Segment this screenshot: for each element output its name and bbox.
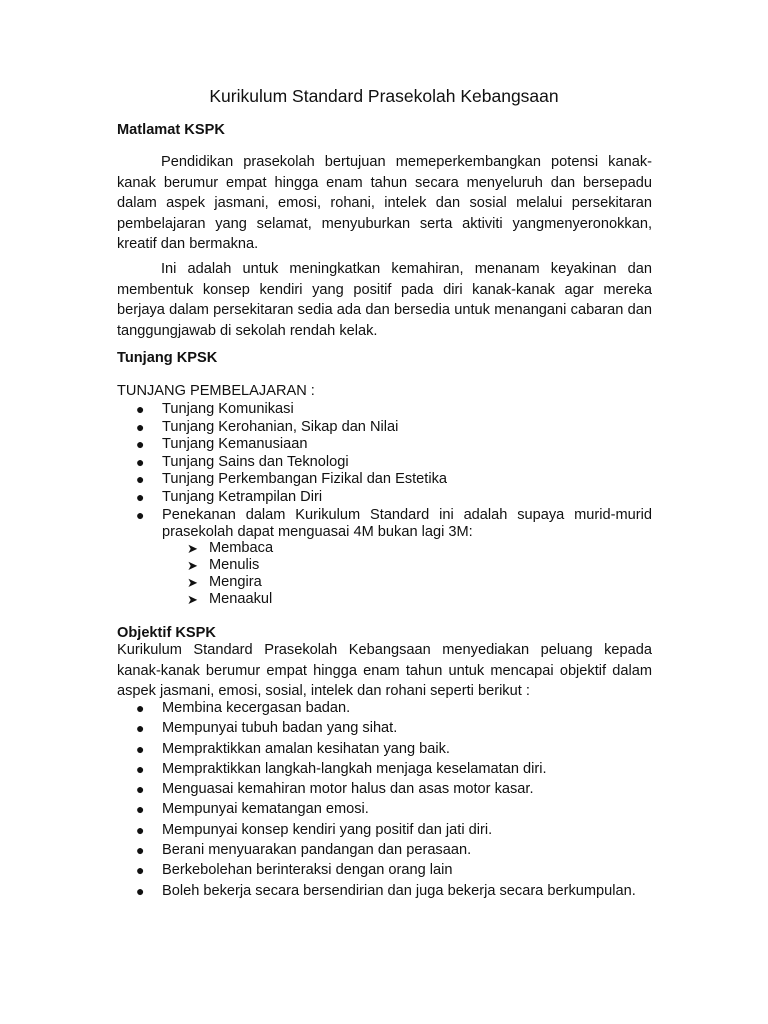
bullet-icon: ●: [136, 760, 145, 777]
list-item: ● Tunjang Komunikasi: [136, 401, 294, 417]
list-item: ● Tunjang Kerohanian, Sikap dan Nilai: [136, 418, 399, 435]
list-item: ● Berani menyuarakan pandangan dan perasaan.: [136, 842, 472, 859]
bullet-icon: ●: [136, 506, 145, 523]
list-item: ● Tunjang Ketrampilan Diri: [136, 488, 323, 505]
bullet-icon: ●: [136, 740, 145, 757]
paragraph-objektif-intro: Kurikulum Standard Prasekolah Kebangsaan menyediakan peluang kepada kanak-kanak berumur empat hingga enam tahun untuk mencapai objektif dalam aspek jasmani, emosi, sosial, intelek dan rohani seperti berikut :: [117, 642, 652, 699]
list-item: ● Penekanan dalam Kurikulum Standard ini adalah supaya murid-murid prasekolah dapat menguasai 4M bukan lagi 3M:: [136, 506, 652, 541]
bullet-icon: ●: [136, 453, 145, 470]
document-title: Kurikulum Standard Prasekolah Kebangsaan: [209, 86, 559, 106]
list-item: ● Mempraktikkan langkah-langkah menjaga keselamatan diri.: [136, 760, 547, 777]
list-item: ● Mempunyai konsep kendiri yang positif dan jati diri.: [136, 821, 493, 838]
list-item: ● Tunjang Sains dan Teknologi: [136, 453, 349, 470]
list-item: ● Tunjang Kemanusiaan: [136, 436, 308, 453]
tunjang-subheading: TUNJANG PEMBELAJARAN :: [117, 383, 315, 399]
bullet-icon: ●: [136, 471, 145, 488]
list-item: ● Berkebolehan berinteraksi dengan orang lain: [136, 862, 453, 879]
bullet-icon: ●: [136, 882, 145, 899]
arrow-bullet-icon: ➤: [187, 541, 198, 556]
list-item: ● Boleh bekerja secara bersendirian dan juga bekerja secara berkumpulan.: [136, 882, 636, 899]
bullet-icon: ●: [136, 488, 145, 505]
bullet-icon: ●: [136, 781, 145, 798]
4m-list: [187, 540, 273, 608]
list-item: ● Mempraktikkan amalan kesihatan yang baik.: [136, 740, 450, 757]
list-item: ➤ Menulis: [187, 557, 260, 573]
bullet-icon: ●: [136, 862, 145, 879]
list-item: ➤ Membaca: [187, 540, 274, 556]
bullet-icon: ●: [136, 801, 145, 818]
list-item: ➤ Menaakul: [187, 591, 273, 607]
arrow-bullet-icon: ➤: [187, 575, 198, 590]
list-item: ➤ Mengira: [187, 574, 262, 590]
list-item: ● Membina kecergasan badan.: [136, 700, 351, 716]
section-heading-objektif: Objektif KSPK: [117, 625, 216, 641]
tunjang-list: [117, 401, 652, 542]
bullet-icon: ●: [136, 436, 145, 453]
arrow-bullet-icon: ➤: [187, 558, 198, 573]
bullet-icon: ●: [136, 842, 145, 859]
bullet-icon: ●: [136, 700, 145, 716]
section-heading-tunjang: Tunjang KPSK: [117, 350, 218, 366]
paragraph-matlamat-1: Pendidikan prasekolah bertujuan memeperkembangkan potensi kanak-kanak berumur empat hingga enam tahun secara menyeluruh dan bersepadu dalam aspek jasmani, emosi, rohani, intelek dan sosial melalui persekitaran pembelajaran yang selamat, menyuburkan serta aktiviti yangmenyeronokkan, kreatif dan bermakna.: [117, 154, 652, 252]
arrow-bullet-icon: ➤: [187, 592, 198, 607]
list-item: ● Mempunyai tubuh badan yang sihat.: [136, 720, 398, 737]
paragraph-matlamat-2: Ini adalah untuk meningkatkan kemahiran, menanam keyakinan dan membentuk konsep kendiri yang positif pada diri kanak-kanak agar mereka berjaya dalam persekitaran sedia ada dan bersedia untuk menangani cabaran dan tanggungjawab di sekolah rendah kelak.: [117, 261, 652, 339]
section-heading-matlamat: Matlamat KSPK: [117, 122, 225, 138]
bullet-icon: ●: [136, 821, 145, 838]
bullet-icon: ●: [136, 418, 145, 435]
objektif-list: [117, 698, 652, 901]
list-item: ● Mempunyai kematangan emosi.: [136, 801, 369, 818]
bullet-icon: ●: [136, 401, 145, 417]
list-item: ● Menguasai kemahiran motor halus dan asas motor kasar.: [136, 781, 534, 798]
list-item: ● Tunjang Perkembangan Fizikal dan Estetika: [136, 471, 448, 488]
bullet-icon: ●: [136, 720, 145, 737]
